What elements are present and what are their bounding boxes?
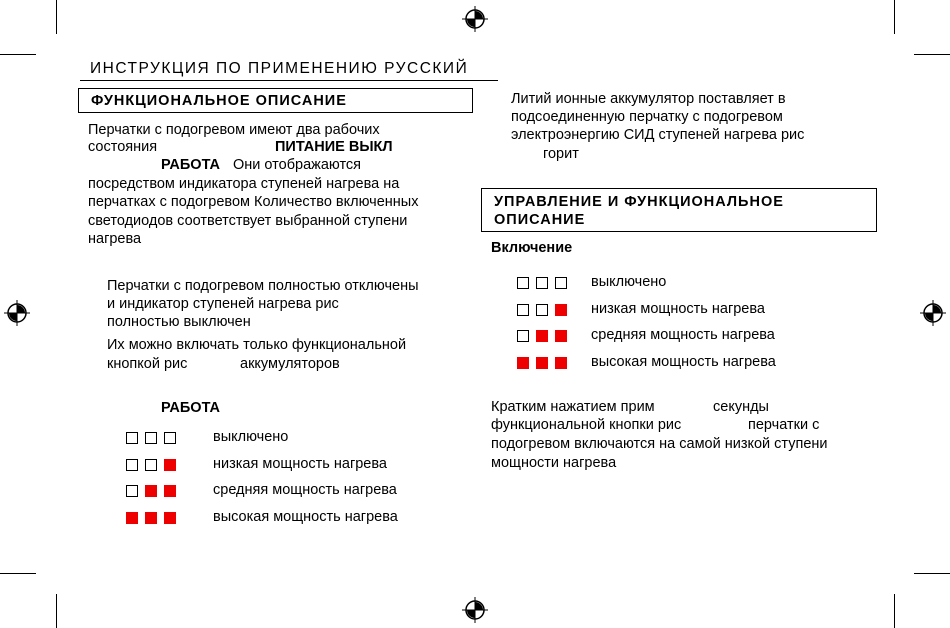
led-off-icon bbox=[536, 304, 548, 316]
registration-mark-top-icon bbox=[462, 6, 488, 32]
intro-line-7: нагрева bbox=[88, 231, 142, 247]
indicator-label: выключено bbox=[591, 274, 667, 290]
crop-mark-left-top bbox=[0, 54, 36, 55]
crop-mark-top-right bbox=[894, 0, 895, 34]
press-line-1b: секунды bbox=[713, 399, 769, 415]
intro-line-2b: ПИТАНИЕ ВЫКЛ bbox=[275, 139, 393, 155]
led-off-icon bbox=[145, 432, 157, 444]
led-on-icon bbox=[555, 330, 567, 342]
led-on-icon bbox=[555, 304, 567, 316]
led-off-icon bbox=[145, 459, 157, 471]
header-rule bbox=[80, 80, 498, 81]
off-line-2: и индикатор ступеней нагрева рис bbox=[107, 296, 339, 312]
led-on-icon bbox=[126, 512, 138, 524]
led-off-icon bbox=[164, 432, 176, 444]
right-section-heading-line-2: ОПИСАНИЕ bbox=[494, 212, 586, 228]
off-line-4: Их можно включать только функциональной bbox=[107, 337, 407, 353]
off-line-1: Перчатки с подогревом полностью отключены bbox=[107, 278, 419, 294]
intro-line-6: светодиодов соответствует выбранной ступени bbox=[88, 213, 408, 229]
registration-mark-right-icon bbox=[920, 300, 946, 326]
indicator-label: выключено bbox=[213, 429, 289, 445]
enable-title: Включение bbox=[491, 240, 573, 256]
press-line-2a: функциональной кнопки рис bbox=[491, 417, 682, 433]
intro-line-3b: Они отображаются bbox=[233, 157, 362, 173]
intro-line-1: Перчатки с подогревом имеют два рабочих bbox=[88, 122, 380, 138]
led-off-icon bbox=[517, 330, 529, 342]
indicator-label: высокая мощность нагрева bbox=[213, 508, 398, 525]
page-header-title: ИНСТРУКЦИЯ ПО ПРИМЕНЕНИЮ РУССКИЙ bbox=[90, 60, 469, 77]
led-on-icon bbox=[164, 459, 176, 471]
off-line-5a: кнопкой рис bbox=[107, 356, 188, 372]
battery-line-1: Литий ионные аккумулятор поставляет в bbox=[511, 91, 786, 107]
crop-mark-right-top bbox=[914, 54, 950, 55]
press-line-3: подогревом включаются на самой низкой ступени bbox=[491, 436, 828, 452]
indicator-label: высокая мощность нагрева bbox=[591, 353, 776, 370]
left-section-heading-text: ФУНКЦИОНАЛЬНОЕ ОПИСАНИЕ bbox=[91, 93, 347, 109]
intro-line-5: перчатках с подогревом Количество включенных bbox=[88, 194, 419, 210]
led-on-icon bbox=[555, 357, 567, 369]
led-off-icon bbox=[536, 277, 548, 289]
indicator-row bbox=[126, 482, 473, 499]
led-on-icon bbox=[164, 512, 176, 524]
indicator-row bbox=[517, 353, 851, 371]
indicator-row bbox=[126, 429, 473, 446]
indicator-row bbox=[517, 327, 851, 344]
led-on-icon bbox=[517, 357, 529, 369]
intro-line-2a: состояния bbox=[88, 139, 158, 155]
led-on-icon bbox=[164, 485, 176, 497]
indicator-label: низкая мощность нагрева bbox=[213, 455, 387, 472]
indicator-label: низкая мощность нагрева bbox=[591, 300, 765, 317]
registration-mark-bottom-icon bbox=[462, 597, 488, 623]
led-off-icon bbox=[126, 432, 138, 444]
indicator-row bbox=[517, 300, 851, 318]
intro-line-4: посредством индикатора ступеней нагрева на bbox=[88, 176, 400, 192]
indicator-label: средняя мощность нагрева bbox=[591, 327, 775, 343]
work-mode-title: РАБОТА bbox=[161, 400, 220, 416]
indicator-label: средняя мощность нагрева bbox=[213, 482, 397, 498]
led-off-icon bbox=[517, 277, 529, 289]
battery-line-2: подсоединенную перчатку с подогревом bbox=[511, 109, 783, 125]
left-section-heading bbox=[78, 88, 473, 113]
led-on-icon bbox=[536, 330, 548, 342]
press-line-4: мощности нагрева bbox=[491, 455, 617, 471]
indicator-row bbox=[126, 508, 473, 526]
crop-mark-left-bottom bbox=[0, 573, 36, 574]
intro-line-3a: РАБОТА bbox=[161, 157, 220, 173]
off-line-5b: аккумуляторов bbox=[240, 356, 340, 372]
right-section-heading bbox=[481, 188, 877, 232]
off-line-3: полностью выключен bbox=[107, 314, 251, 330]
led-on-icon bbox=[145, 485, 157, 497]
led-off-icon bbox=[126, 459, 138, 471]
battery-line-3: электроэнергию СИД ступеней нагрева рис bbox=[511, 127, 805, 143]
led-off-icon bbox=[555, 277, 567, 289]
crop-mark-bottom-right bbox=[894, 594, 895, 628]
press-line-2b: перчатки с bbox=[748, 417, 820, 433]
led-on-icon bbox=[145, 512, 157, 524]
right-section-heading-line-1: УПРАВЛЕНИЕ И ФУНКЦИОНАЛЬНОЕ bbox=[494, 194, 784, 210]
crop-mark-bottom-left bbox=[56, 594, 57, 628]
press-line-1a: Кратким нажатием прим bbox=[491, 399, 655, 415]
led-off-icon bbox=[126, 485, 138, 497]
battery-line-4: горит bbox=[543, 146, 579, 162]
crop-mark-right-bottom bbox=[914, 573, 950, 574]
crop-mark-top-left bbox=[56, 0, 57, 34]
led-off-icon bbox=[517, 304, 529, 316]
indicator-row bbox=[126, 455, 473, 473]
indicator-row bbox=[517, 274, 851, 291]
registration-mark-left-icon bbox=[4, 300, 30, 326]
led-on-icon bbox=[536, 357, 548, 369]
